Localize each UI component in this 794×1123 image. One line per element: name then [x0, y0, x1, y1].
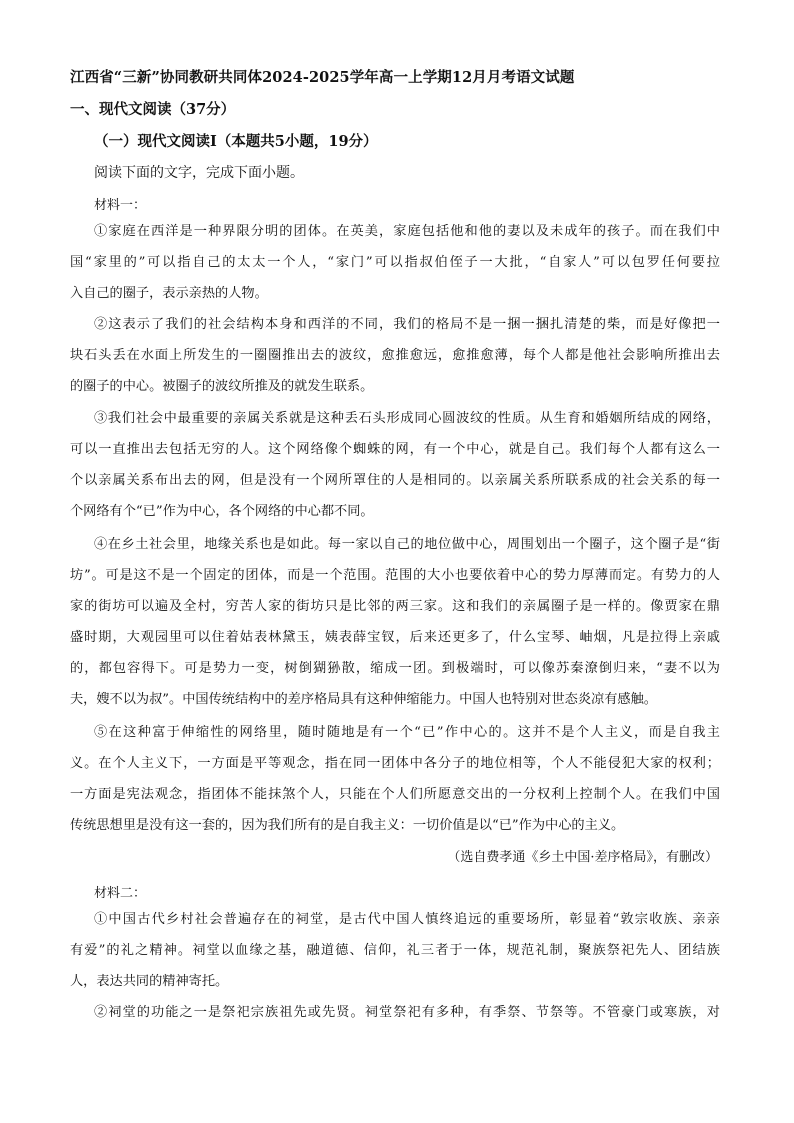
text-line: ⑤在这种富于伸缩性的网络里，随时随地是有一个“已”作中心的。这并不是个人主义，而是自我主	[94, 725, 720, 740]
text-line: 夫，嫂不以为叔”。中国传统结构中的差序格局具有这种伸缩能力。中国人也特别对世态炎凉有感触。	[70, 692, 657, 707]
subsection-heading: （一）现代文阅读Ⅰ（本题共5小题，19分）	[94, 133, 378, 150]
text-line: 有爱”的礼之精神。祠堂以血缘之基，融道德、信仰，礼三者于一体，规范礼制，聚族祭祀先人、团结族	[70, 943, 720, 958]
material-one-paragraph-4	[70, 529, 720, 715]
section-heading: 一、现代文阅读（37分）	[70, 101, 236, 118]
text-line: ②这表示了我们的社会结构本身和西洋的不同，我们的格局不是一捆一捆扎清楚的柴，而是好像把一	[94, 317, 720, 332]
material-two-paragraph-1	[70, 904, 720, 997]
text-line: 国“家里的”可以指自己的太太一个人，“家门”可以指叔伯侄子一大批，“自家人”可以包罗任何要拉	[70, 255, 720, 270]
text-line: 义。在个人主义下，一方面是平等观念，指在同一团体中各分子的地位相等，个人不能侵犯大家的权利；	[70, 756, 720, 771]
text-line: 可以一直推出去包括无穷的人。这个网络像个蜘蛛的网，有一个中心，就是自己。我们每个人都有这么一	[70, 442, 720, 457]
text-line: 个以亲属关系布出去的网，但是没有一个网所罩住的人是相同的。以亲属关系所联系成的社会关系的每一	[70, 473, 720, 488]
text-line: ④在乡土社会里，地缘关系也是如此。每一家以自己的地位做中心，周围划出一个圈子，这个圈子是“街	[94, 537, 720, 552]
text-line: 家的街坊可以遍及全村，穷苦人家的街坊只是比邻的两三家。这和我们的亲属圈子是一样的。像贾家在鼎	[70, 599, 720, 614]
text-line: ①中国古代乡村社会普遍存在的祠堂，是古代中国人慎终追远的重要场所，彰显着“敦宗收族、亲亲	[94, 912, 720, 927]
text-line: ①家庭在西洋是一种界限分明的团体。在英美，家庭包括他和他的妻以及未成年的孩子。而在我们中	[94, 224, 720, 239]
text-line: 个网络有个“已”作为中心，各个网络的中心都不同。	[70, 504, 374, 519]
material-one-paragraph-3	[70, 403, 720, 527]
text-line: 一方面是宪法观念，指团体不能抹煞个人，只能在个人们所愿意交出的一分权利上控制个人。在我们中国	[70, 787, 720, 802]
text-line: 传统思想里是没有这一套的，因为我们所有的是自我主义：一切价值是以“已”作为中心的主义。	[70, 818, 625, 833]
material-one-source-citation: （选自费孝通《乡土中国·差序格局》，有删改）	[447, 850, 718, 865]
material-two-label: 材料二：	[94, 886, 147, 901]
text-line: 盛时期，大观园里可以住着姑表林黛玉，姨表薛宝钗，后来还更多了，什么宝琴、岫烟，凡是拉得上亲戚	[70, 630, 720, 645]
text-line: 入自己的圈子，表示亲热的人物。	[70, 286, 268, 301]
material-one-paragraph-1	[70, 216, 720, 309]
page-title: 江西省“三新”协同教研共同体2024-2025学年高一上学期12月月考语文试题	[70, 69, 575, 86]
material-one-paragraph-5	[70, 717, 720, 841]
material-one-label: 材料一：	[94, 198, 147, 213]
text-line: 人，表达共同的精神寄托。	[70, 974, 229, 989]
material-one-paragraph-2	[70, 309, 720, 402]
instruction-text: 阅读下面的文字，完成下面小题。	[94, 165, 304, 181]
text-line: 的，都包容得下。可是势力一变，树倒猢狲散，缩成一团。到极端时，可以像苏秦潦倒归来，“妻不以为	[70, 661, 720, 676]
text-line: 的圈子的中心。被圈子的波纹所推及的就发生联系。	[70, 379, 374, 394]
text-line: ③我们社会中最重要的亲属关系就是这种丢石头形成同心圆波纹的性质。从生育和婚姻所结成的网络，	[94, 411, 720, 426]
text-line: 块石头丢在水面上所发生的一圈圈推出去的波纹，愈推愈远，愈推愈薄，每个人都是他社会影响所推出去	[70, 348, 720, 363]
material-two-paragraph-2	[70, 997, 720, 1028]
text-line: 坊”。可是这不是一个固定的团体，而是一个范围。范围的大小也要依着中心的势力厚薄而定。有势力的人	[70, 568, 720, 583]
text-line: ②祠堂的功能之一是祭祀宗族祖先或先贤。祠堂祭祀有多种，有季祭、节祭等。不管豪门或寒族，对	[94, 1005, 720, 1020]
